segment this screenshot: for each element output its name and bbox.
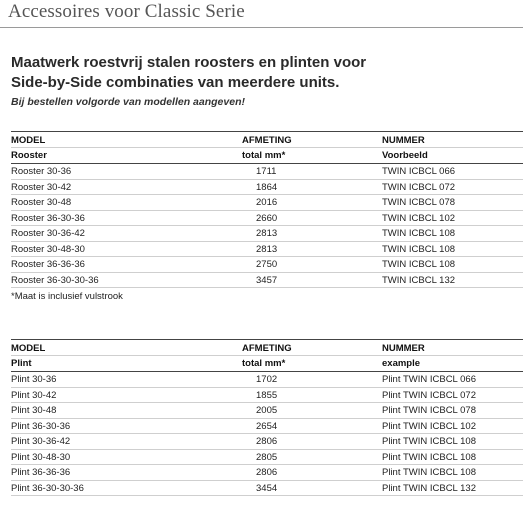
- cell-afmeting: 2806: [256, 467, 278, 478]
- cell-nummer: TWIN ICBCL 066: [382, 166, 456, 177]
- cell-model: Plint 30-42: [11, 389, 57, 401]
- page-title: Accessoires voor Classic Serie: [8, 1, 245, 22]
- column-header-model: MODEL: [11, 343, 46, 354]
- cell-afmeting: 2813: [256, 243, 278, 255]
- cell-model: Rooster 30-48: [11, 197, 72, 208]
- cell-afmeting: 1702: [256, 374, 278, 385]
- cell-model: Plint 36-36-36: [11, 467, 71, 478]
- table-top-rule: [11, 131, 523, 132]
- cell-nummer: Plint TWIN ICBCL 066: [382, 374, 476, 385]
- plint-table: [11, 341, 523, 496]
- cell-nummer: Plint TWIN ICBCL 132: [382, 482, 476, 494]
- cell-nummer: Plint TWIN ICBCL 078: [382, 405, 476, 416]
- column-header-model: MODEL: [11, 135, 46, 146]
- table-row: [11, 465, 523, 481]
- table-row: [11, 403, 523, 419]
- table-row: [11, 226, 523, 242]
- cell-afmeting: 2654: [256, 420, 278, 432]
- intro-heading: [11, 53, 491, 93]
- intro-heading-line-2: Side-by-Side combinaties van meerdere units.: [11, 74, 340, 91]
- cell-nummer: Plint TWIN ICBCL 102: [382, 420, 476, 432]
- cell-nummer: TWIN ICBCL 108: [382, 243, 456, 255]
- cell-model: Plint 36-30-36: [11, 420, 71, 432]
- cell-model: Rooster 30-48-30: [11, 243, 85, 255]
- cell-model: Plint 30-48: [11, 405, 57, 416]
- cell-model: Rooster 30-36-42: [11, 228, 85, 239]
- table-row: [11, 372, 523, 388]
- table-row: [11, 434, 523, 450]
- cell-model: Rooster 36-30-30-36: [11, 274, 99, 286]
- table-header-row: [11, 341, 523, 356]
- rooster-table: [11, 133, 523, 288]
- cell-nummer: TWIN ICBCL 132: [382, 274, 456, 286]
- table-top-rule: [11, 339, 523, 340]
- subheader-afmeting: total mm*: [242, 358, 286, 369]
- table-row: [11, 273, 523, 289]
- table-row: [11, 388, 523, 404]
- table-row: [11, 257, 523, 273]
- cell-afmeting: 2750: [256, 259, 278, 270]
- table-subheader-row: [11, 356, 523, 372]
- cell-afmeting: 3454: [256, 482, 278, 494]
- subheader-nummer: example: [382, 358, 421, 369]
- cell-afmeting: 3457: [256, 274, 278, 286]
- cell-model: Plint 30-36-42: [11, 436, 71, 447]
- cell-nummer: TWIN ICBCL 108: [382, 259, 456, 270]
- column-header-nummer: NUMMER: [382, 135, 425, 146]
- cell-nummer: Plint TWIN ICBCL 108: [382, 436, 476, 447]
- cell-afmeting: 2813: [256, 228, 278, 239]
- cell-afmeting: 2005: [256, 405, 278, 416]
- table-footnote: *Maat is inclusief vulstrook: [11, 291, 123, 302]
- column-header-nummer: NUMMER: [382, 343, 425, 354]
- subheader-model: Plint: [11, 358, 32, 369]
- table-row: [11, 419, 523, 435]
- table-row: [11, 164, 523, 180]
- cell-nummer: Plint TWIN ICBCL 072: [382, 389, 476, 401]
- subheader-nummer: Voorbeeld: [382, 150, 428, 161]
- column-header-afmeting: AFMETING: [242, 343, 292, 354]
- cell-model: Rooster 36-36-36: [11, 259, 85, 270]
- cell-nummer: Plint TWIN ICBCL 108: [382, 451, 476, 463]
- intro-heading-line-1: Maatwerk roestvrij stalen roosters en plinten voor: [11, 54, 367, 71]
- cell-afmeting: 1855: [256, 389, 278, 401]
- cell-afmeting: 2805: [256, 451, 278, 463]
- table-subheader-row: [11, 148, 523, 164]
- subheader-model: Rooster: [11, 150, 47, 161]
- table-row: [11, 180, 523, 196]
- cell-afmeting: 2016: [256, 197, 278, 208]
- subheader-afmeting: total mm*: [242, 150, 286, 161]
- cell-model: Plint 30-36: [11, 374, 57, 385]
- cell-afmeting: 2660: [256, 212, 278, 224]
- cell-model: Plint 36-30-30-36: [11, 482, 84, 494]
- cell-afmeting: 2806: [256, 436, 278, 447]
- column-header-afmeting: AFMETING: [242, 135, 292, 146]
- cell-nummer: TWIN ICBCL 072: [382, 181, 456, 193]
- order-note: Bij bestellen volgorde van modellen aangeven!: [11, 96, 245, 108]
- cell-model: Plint 30-48-30: [11, 451, 71, 463]
- table-row: [11, 242, 523, 258]
- cell-afmeting: 1864: [256, 181, 278, 193]
- cell-nummer: Plint TWIN ICBCL 108: [382, 467, 476, 478]
- cell-nummer: TWIN ICBCL 108: [382, 228, 456, 239]
- cell-nummer: TWIN ICBCL 102: [382, 212, 456, 224]
- table-row: [11, 195, 523, 211]
- table-row: [11, 211, 523, 227]
- cell-model: Rooster 30-42: [11, 181, 72, 193]
- page-header: [0, 0, 523, 28]
- table-row: [11, 481, 523, 497]
- table-header-row: [11, 133, 523, 148]
- cell-nummer: TWIN ICBCL 078: [382, 197, 456, 208]
- table-row: [11, 450, 523, 466]
- cell-model: Rooster 30-36: [11, 166, 72, 177]
- cell-afmeting: 1711: [256, 166, 277, 177]
- cell-model: Rooster 36-30-36: [11, 212, 85, 224]
